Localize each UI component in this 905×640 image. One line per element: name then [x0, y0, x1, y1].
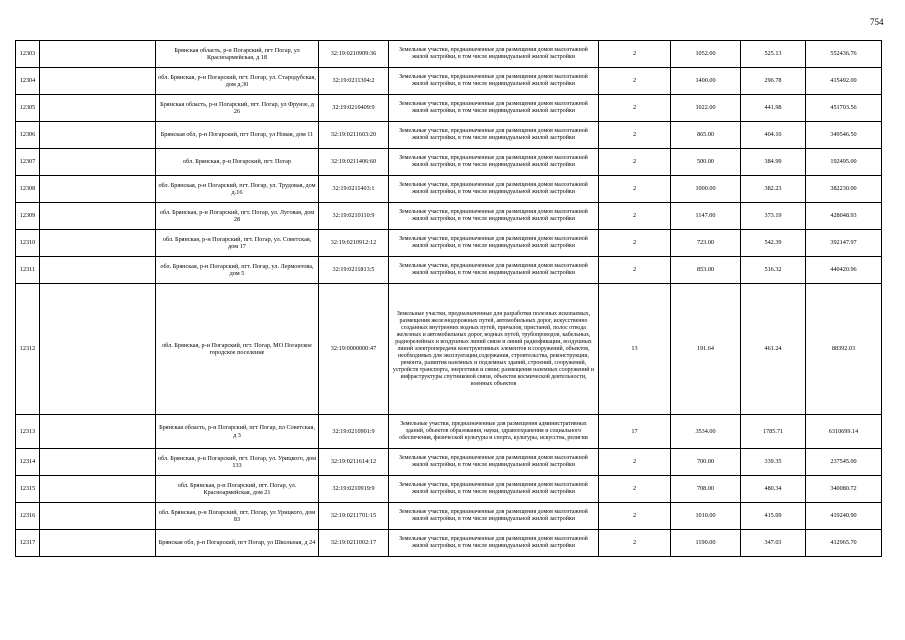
cell-empty: [40, 503, 156, 530]
cell-cadastral-value: 349546.50: [806, 122, 882, 149]
cell-cadastral-number: 32:19:0210901:9: [319, 415, 389, 449]
table-row: [16, 149, 882, 176]
cell-area: 1010.00: [671, 503, 741, 530]
cell-empty: [40, 122, 156, 149]
cell-address: обл. Брянская, р-н Погарский, пгт. Погар: [156, 149, 319, 176]
cell-empty: [40, 257, 156, 284]
cell-address: обл. Брянская, р-н Погарский, пгт. Погар, ул. Трудовая, дом д.16: [156, 176, 319, 203]
table-row: [16, 503, 882, 530]
cell-empty: [40, 284, 156, 415]
cell-address: обл. Брянская, р-н Погарский, пгт. Погар, МО Погарское городское поселение: [156, 284, 319, 415]
cell-cadastral-number: 32:19:0211701:15: [319, 503, 389, 530]
cell-area: 865.00: [671, 122, 741, 149]
cell-row-number: 12310: [16, 230, 40, 257]
cell-empty: [40, 530, 156, 557]
cell-land-use: Земельные участки, предназначенные для размещения административных зданий, объектов образования, науки, здравоохранения и социального обеспечения, физической культуры и спорта, культуры, искусства, религии: [389, 415, 599, 449]
cell-cadastral-value: 392147.97: [806, 230, 882, 257]
cell-cadastral-number: 32:19:0210919:9: [319, 476, 389, 503]
cell-group-number: 13: [599, 284, 671, 415]
cell-cadastral-number: 32:19:0211614:12: [319, 449, 389, 476]
cell-address: Брянская обл, р-н Погарский, пгт Погар, ул Новая, дом 11: [156, 122, 319, 149]
cell-land-use: Земельные участки, предназначенные для размещения домов малоэтажной жилой застройки, в том числе индивидуальной жилой застройки: [389, 230, 599, 257]
cell-cadastral-value: 192495.00: [806, 149, 882, 176]
cell-cadastral-value: 382230.00: [806, 176, 882, 203]
page-number: 754: [870, 17, 884, 27]
cell-specific-value: 1785.71: [741, 415, 806, 449]
table-body: [16, 41, 882, 557]
cell-row-number: 12311: [16, 257, 40, 284]
cell-address: обл. Брянская, р-н Погарский, пгт. Погар, ул. Советская, дом 17: [156, 230, 319, 257]
cell-cadastral-value: 88392.03: [806, 284, 882, 415]
table-row: [16, 415, 882, 449]
cell-specific-value: 480.34: [741, 476, 806, 503]
cell-group-number: 2: [599, 257, 671, 284]
cell-address: обл. Брянская, р-н Погарский, пгт. Погар, ул Урицкого, дом 83: [156, 503, 319, 530]
cell-cadastral-number: 32:19:0210409:9: [319, 95, 389, 122]
cell-specific-value: 441.98: [741, 95, 806, 122]
cell-row-number: 12303: [16, 41, 40, 68]
cell-group-number: 2: [599, 149, 671, 176]
cell-area: 1147.00: [671, 203, 741, 230]
table-row: [16, 449, 882, 476]
table-row: [16, 257, 882, 284]
cell-cadastral-number: 32:19:0211813:5: [319, 257, 389, 284]
table-row: [16, 68, 882, 95]
cell-area: 1400.00: [671, 68, 741, 95]
table-row: [16, 122, 882, 149]
cell-area: 1022.00: [671, 95, 741, 122]
cell-group-number: 2: [599, 230, 671, 257]
cell-row-number: 12317: [16, 530, 40, 557]
cell-row-number: 12304: [16, 68, 40, 95]
cell-group-number: 2: [599, 41, 671, 68]
cell-specific-value: 516.32: [741, 257, 806, 284]
cell-specific-value: 296.78: [741, 68, 806, 95]
cell-land-use: Земельные участки, предназначенные для разработки полезных ископаемых, размещения железнодорожных путей, автомобильных дорог, искусственно созданных внутренних водных путей, причалов, пристаней, полос отвода железных и автомобильных дорог, водных путей, трубопроводов, кабельных, радиорелейных и воздушных линий связи и линий радиофикации, воздушных линий электропередачи конструктивных элементов и сооружений, объектов, необходимых для эксплуатации,содержания, строительства, реконструкции, ремонта, развития наземных и подземных зданий, строений, сооружений, устройств транспорта, энергетики и связи; размещения наземных сооружений и инфраструктуры спутниковой связи, объектов космической деятельности, военных объектов: [389, 284, 599, 415]
table-row: [16, 41, 882, 68]
cell-area: 3534.00: [671, 415, 741, 449]
cell-empty: [40, 41, 156, 68]
cell-land-use: Земельные участки, предназначенные для размещения домов малоэтажной жилой застройки, в том числе индивидуальной жилой застройки: [389, 530, 599, 557]
cell-cadastral-value: 451703.56: [806, 95, 882, 122]
cell-specific-value: 384.99: [741, 149, 806, 176]
cell-cadastral-value: 415492.00: [806, 68, 882, 95]
cell-area: 723.00: [671, 230, 741, 257]
cell-cadastral-number: 32:19:0210912:12: [319, 230, 389, 257]
cell-empty: [40, 449, 156, 476]
cell-cadastral-value: 428048.93: [806, 203, 882, 230]
cell-area: 500.00: [671, 149, 741, 176]
cell-land-use: Земельные участки, предназначенные для размещения домов малоэтажной жилой застройки, в том числе индивидуальной жилой застройки: [389, 449, 599, 476]
cell-group-number: 2: [599, 203, 671, 230]
cell-row-number: 12316: [16, 503, 40, 530]
cell-area: 708.00: [671, 476, 741, 503]
cell-empty: [40, 68, 156, 95]
cell-specific-value: 339.35: [741, 449, 806, 476]
cell-address: обл. Брянская, р-н Погарский, пгт. Погар, ул. Лермонтова, дом 5: [156, 257, 319, 284]
cell-area: 1190.00: [671, 530, 741, 557]
cell-group-number: 2: [599, 68, 671, 95]
cell-address: обл. Брянская, р-н Погарский, пгт. Погар, ул. Красноармейская, дом 21: [156, 476, 319, 503]
cell-specific-value: 382.23: [741, 176, 806, 203]
cell-specific-value: 347.03: [741, 530, 806, 557]
cell-group-number: 2: [599, 449, 671, 476]
cell-empty: [40, 230, 156, 257]
cell-land-use: Земельные участки, предназначенные для размещения домов малоэтажной жилой застройки, в том числе индивидуальной жилой застройки: [389, 476, 599, 503]
cell-land-use: Земельные участки, предназначенные для размещения домов малоэтажной жилой застройки, в том числе индивидуальной жилой застройки: [389, 68, 599, 95]
cell-row-number: 12308: [16, 176, 40, 203]
cell-row-number: 12315: [16, 476, 40, 503]
cell-land-use: Земельные участки, предназначенные для размещения домов малоэтажной жилой застройки, в том числе индивидуальной жилой застройки: [389, 503, 599, 530]
cell-row-number: 12312: [16, 284, 40, 415]
cadastral-value-table: [15, 40, 882, 557]
cell-cadastral-number: 32:19:0211304:2: [319, 68, 389, 95]
cell-cadastral-value: 552436.76: [806, 41, 882, 68]
cell-group-number: 2: [599, 95, 671, 122]
table-row: [16, 530, 882, 557]
cell-row-number: 12313: [16, 415, 40, 449]
cell-cadastral-number: 32:19:0211403:1: [319, 176, 389, 203]
cell-specific-value: 373.19: [741, 203, 806, 230]
cell-address: обл. Брянская, р-н Погарский, пгт. Погар, ул. Стародубская, дом д.30: [156, 68, 319, 95]
cell-area: 1000.00: [671, 176, 741, 203]
cell-group-number: 2: [599, 176, 671, 203]
cell-cadastral-number: 32:19:0211406:60: [319, 149, 389, 176]
cell-cadastral-value: 237545.00: [806, 449, 882, 476]
cell-specific-value: 461.24: [741, 284, 806, 415]
cell-land-use: Земельные участки, предназначенные для размещения домов малоэтажной жилой застройки, в том числе индивидуальной жилой застройки: [389, 176, 599, 203]
cell-cadastral-value: 419240.90: [806, 503, 882, 530]
cell-group-number: 2: [599, 122, 671, 149]
cell-cadastral-value: 412965.70: [806, 530, 882, 557]
cell-cadastral-number: 32:19:0210909:36: [319, 41, 389, 68]
cell-address: Брянская область, р-н Погарский, пгт Погар, ул Красноармейская, д 18: [156, 41, 319, 68]
cell-group-number: 2: [599, 503, 671, 530]
cell-specific-value: 404.10: [741, 122, 806, 149]
cell-row-number: 12314: [16, 449, 40, 476]
cell-land-use: Земельные участки, предназначенные для размещения домов малоэтажной жилой застройки, в том числе индивидуальной жилой застройки: [389, 149, 599, 176]
table-row: [16, 230, 882, 257]
cell-empty: [40, 415, 156, 449]
cell-row-number: 12307: [16, 149, 40, 176]
cell-cadastral-value: 6310699.14: [806, 415, 882, 449]
cell-address: обл. Брянская, р-н Погарский, пгт. Погар, ул. Урицкого, дом 133: [156, 449, 319, 476]
cell-land-use: Земельные участки, предназначенные для размещения домов малоэтажной жилой застройки, в том числе индивидуальной жилой застройки: [389, 203, 599, 230]
table-row: [16, 284, 882, 415]
cell-specific-value: 415.09: [741, 503, 806, 530]
cell-cadastral-number: 32:19:0211603:20: [319, 122, 389, 149]
cell-empty: [40, 176, 156, 203]
cell-empty: [40, 476, 156, 503]
cell-row-number: 12305: [16, 95, 40, 122]
cell-cadastral-value: 340080.72: [806, 476, 882, 503]
cell-area: 853.00: [671, 257, 741, 284]
cell-empty: [40, 149, 156, 176]
cell-group-number: 2: [599, 476, 671, 503]
cell-land-use: Земельные участки, предназначенные для размещения домов малоэтажной жилой застройки, в том числе индивидуальной жилой застройки: [389, 95, 599, 122]
cell-land-use: Земельные участки, предназначенные для размещения домов малоэтажной жилой застройки, в том числе индивидуальной жилой застройки: [389, 41, 599, 68]
cell-group-number: 2: [599, 530, 671, 557]
cell-group-number: 17: [599, 415, 671, 449]
table-row: [16, 176, 882, 203]
cell-address: Брянская область, р-н Погарский, пгт. Погар, ул Фрунзе, д 26: [156, 95, 319, 122]
cell-cadastral-number: 32:19:0211002:17: [319, 530, 389, 557]
cell-area: 1052.00: [671, 41, 741, 68]
cell-address: обл. Брянская, р-н Погарский, пгт. Погар, ул. Луговая, дом 28: [156, 203, 319, 230]
table-row: [16, 95, 882, 122]
table-row: [16, 203, 882, 230]
cell-address: Брянская область, р-н Погарский, пгт Погар, пл Советская, д 3: [156, 415, 319, 449]
cell-land-use: Земельные участки, предназначенные для размещения домов малоэтажной жилой застройки, в том числе индивидуальной жилой застройки: [389, 257, 599, 284]
cell-cadastral-value: 440420.96: [806, 257, 882, 284]
cell-cadastral-number: 32:19:0210110:9: [319, 203, 389, 230]
cell-row-number: 12306: [16, 122, 40, 149]
cell-land-use: Земельные участки, предназначенные для размещения домов малоэтажной жилой застройки, в том числе индивидуальной жилой застройки: [389, 122, 599, 149]
table-row: [16, 476, 882, 503]
cell-empty: [40, 95, 156, 122]
cell-specific-value: 542.39: [741, 230, 806, 257]
cell-empty: [40, 203, 156, 230]
cell-address: Брянская обл, р-н Погарский, пгт Погар, ул Школьная, д 24: [156, 530, 319, 557]
cell-cadastral-number: 32:19:0000000:47: [319, 284, 389, 415]
cell-specific-value: 525.13: [741, 41, 806, 68]
cell-row-number: 12309: [16, 203, 40, 230]
cell-area: 191.64: [671, 284, 741, 415]
cell-area: 700.00: [671, 449, 741, 476]
